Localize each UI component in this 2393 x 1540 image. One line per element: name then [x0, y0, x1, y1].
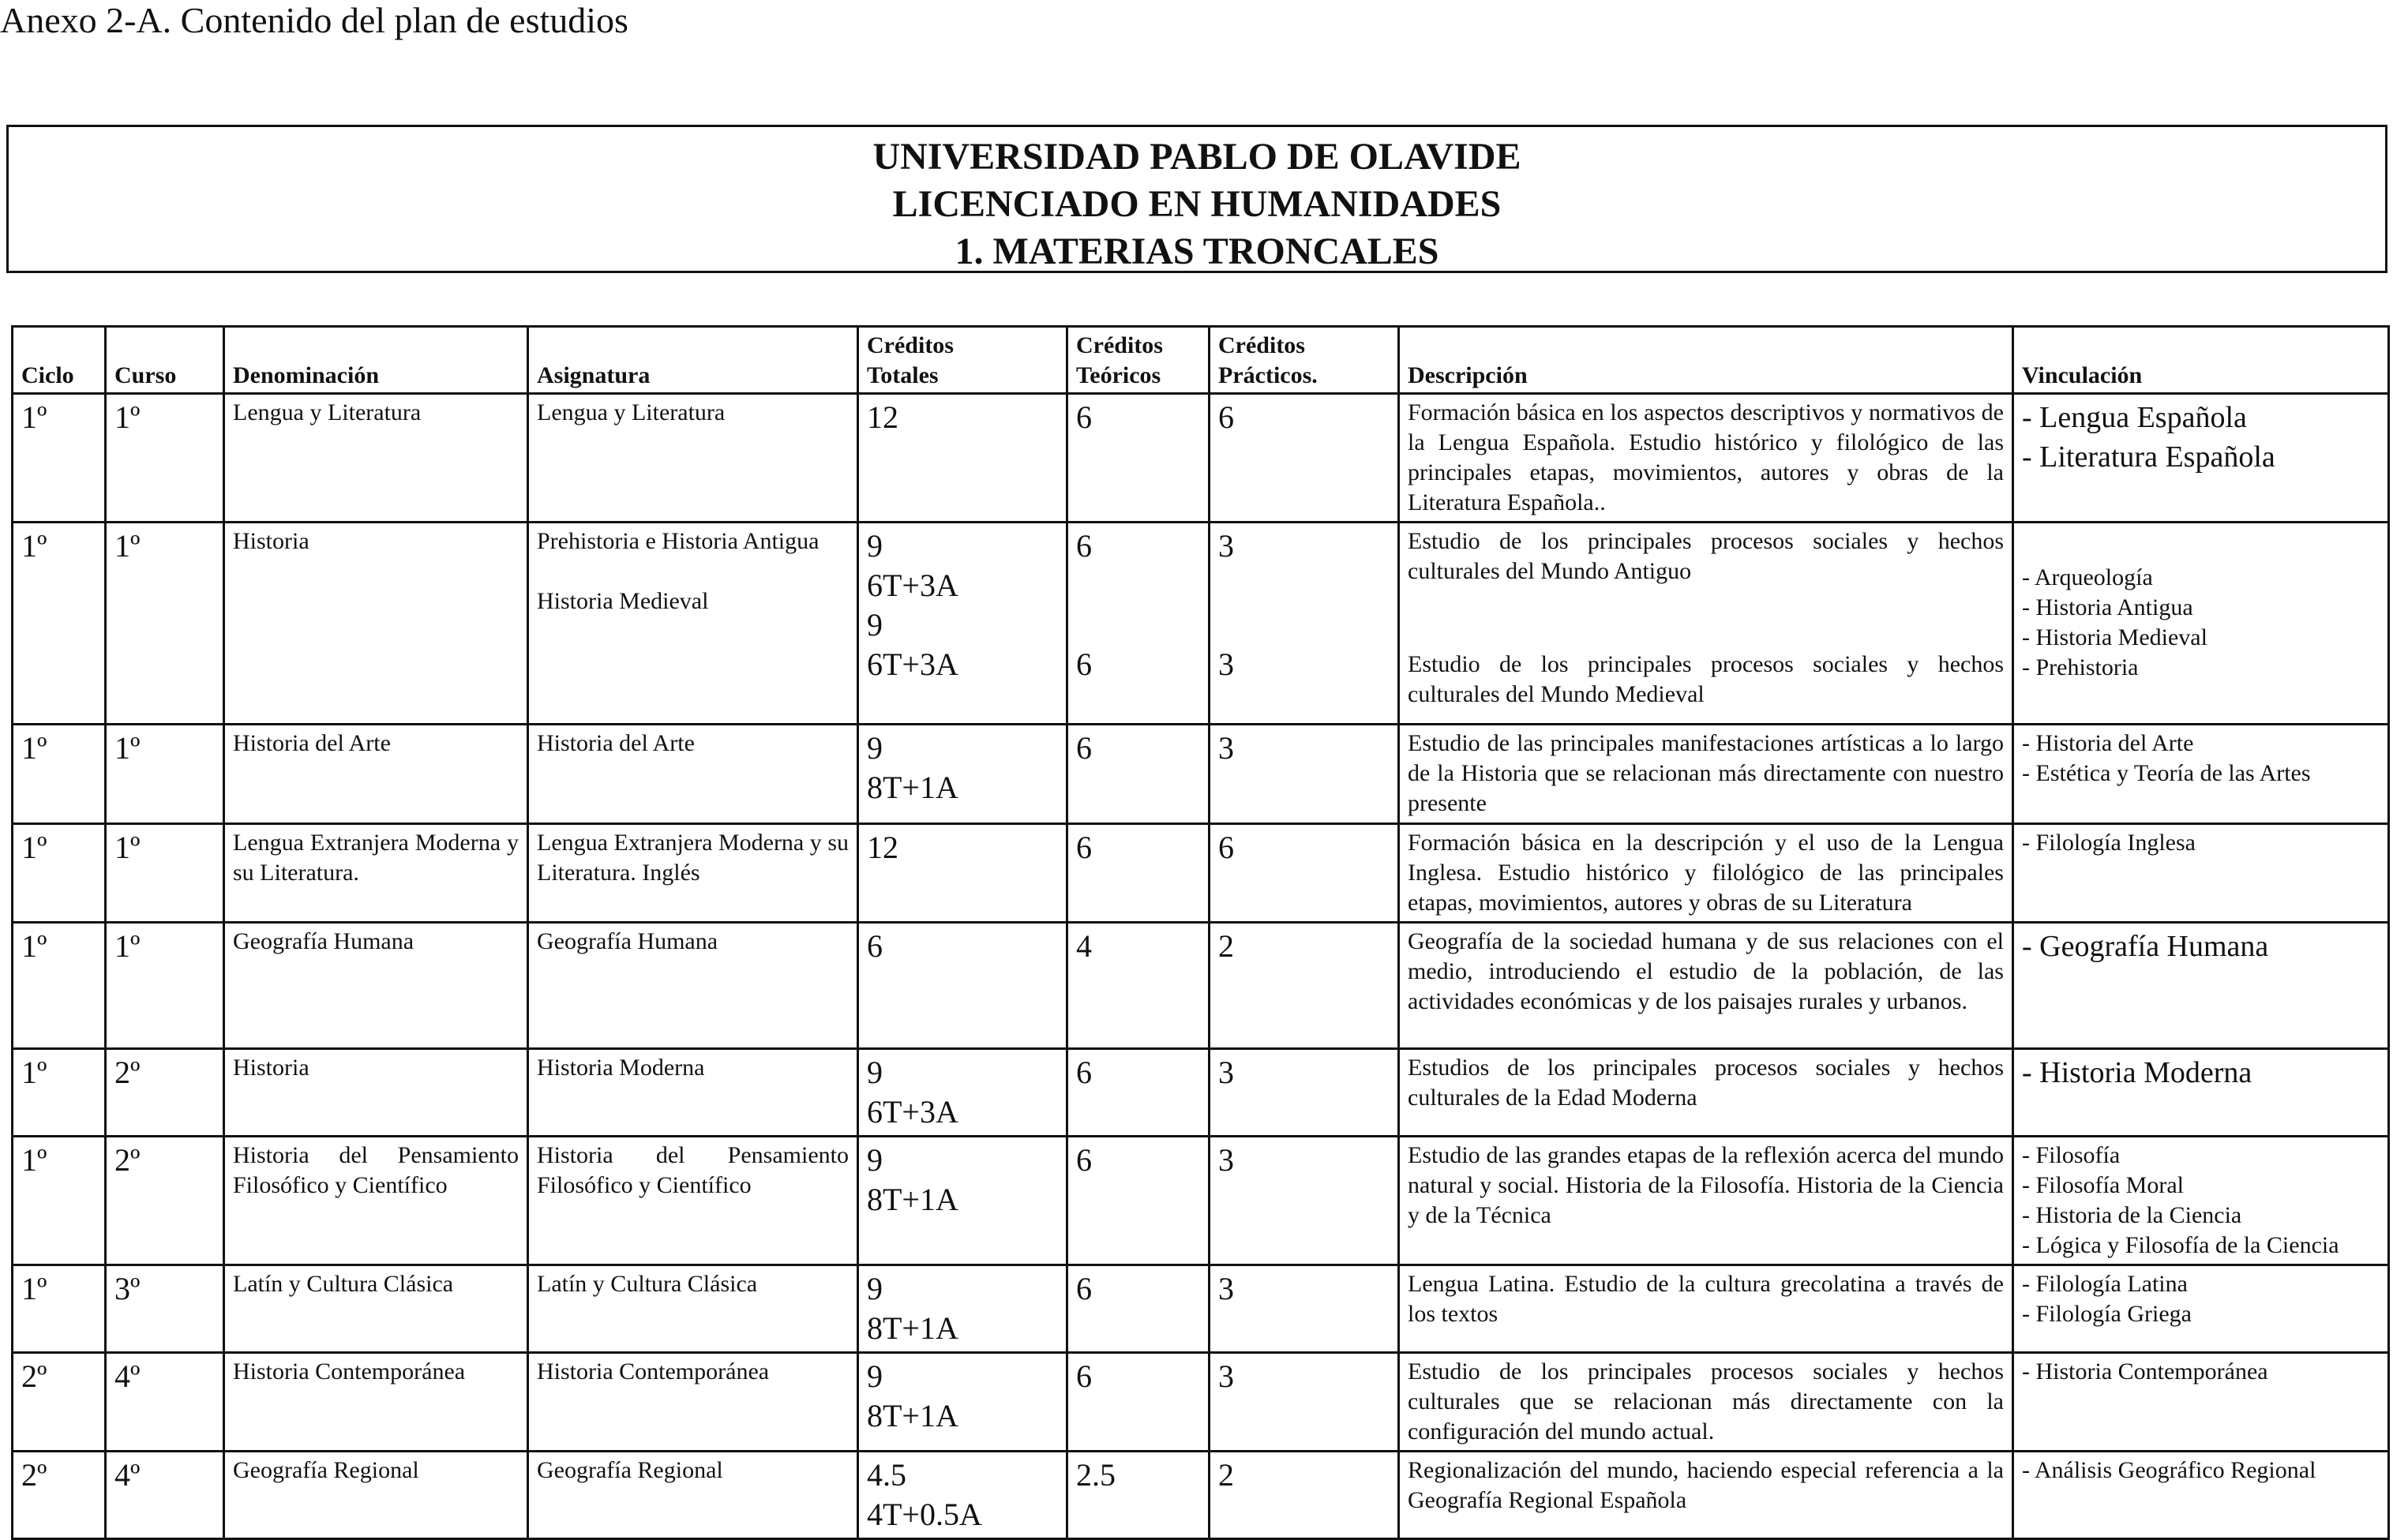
table-row	[13, 1137, 2389, 1265]
denominacion-cell: Historia del Pensamiento Filosófico y Científico	[224, 1137, 528, 1265]
table-row	[13, 1265, 2389, 1353]
document-header	[6, 125, 2387, 273]
credit-value: 9	[867, 1271, 883, 1306]
vinculacion-item: - Estética y Teoría de las Artes	[2022, 760, 2311, 786]
col-creditos-practicos-l2: Prácticos.	[1218, 362, 1318, 388]
creditos-practicos-cell: 3	[1210, 1353, 1399, 1452]
descripcion-cell: Estudio de las grandes etapas de la reflexión acerca del mundo natural y social. Historia de la Filosofía. Historia de la Ciencia y de la Técnica	[1399, 1137, 2013, 1265]
descripcion-cell: Estudio de las principales manifestaciones artísticas a lo largo de la Historia que se relacionan más directamente con nuestro presente	[1399, 725, 2013, 824]
creditos-teoricos-cell: 6	[1067, 725, 1210, 824]
denominacion-cell: Lengua Extranjera Moderna y su Literatura.	[224, 824, 528, 923]
vinculacion-cell	[2013, 1049, 2389, 1137]
vinculacion-cell	[2013, 1265, 2389, 1353]
vinculacion-item: - Filología Griega	[2022, 1301, 2192, 1327]
descripcion-cell: Lengua Latina. Estudio de la cultura grecolatina a través de los textos	[1399, 1265, 2013, 1353]
credit-value: 9	[867, 1142, 883, 1178]
vinculacion-cell	[2013, 1452, 2389, 1539]
credit-value: 9	[867, 528, 883, 564]
col-creditos-teoricos	[1067, 327, 1210, 394]
descripcion-cell: Formación básica en la descripción y el uso de la Lengua Inglesa. Estudio histórico y filológico de las principales etapas, movimientos, autores y obras de su Literatura	[1399, 824, 2013, 923]
denominacion-cell: Latín y Cultura Clásica	[224, 1265, 528, 1353]
creditos-totales-cell	[858, 1265, 1067, 1353]
asignatura-cell	[528, 523, 858, 725]
ciclo-cell: 1º	[13, 1049, 106, 1137]
asignatura-cell: Geografía Regional	[528, 1452, 858, 1539]
col-descripcion: Descripción	[1399, 327, 2013, 394]
credit-value: 4.5	[867, 1457, 906, 1493]
descripcion-cell: Geografía de la sociedad humana y de sus relaciones con el medio, introduciendo el estudio de la población, de las actividades económicas y de los paisajes rurales y urbanos.	[1399, 923, 2013, 1049]
table-row	[13, 1452, 2389, 1539]
ciclo-cell: 1º	[13, 523, 106, 725]
asignatura-cell: Geografía Humana	[528, 923, 858, 1049]
descripcion-item: Estudio de los principales procesos sociales y hechos culturales del Mundo Antiguo	[1408, 528, 2004, 584]
vinculacion-item: - Historia Contemporánea	[2022, 1358, 2268, 1385]
table-row	[13, 725, 2389, 824]
creditos-teoricos-cell	[1067, 523, 1210, 725]
col-creditos-teoricos-l1: Créditos	[1076, 332, 1163, 358]
creditos-totales-cell: 12	[858, 394, 1067, 523]
university-name: UNIVERSIDAD PABLO DE OLAVIDE	[872, 136, 1521, 178]
creditos-teoricos-cell: 4	[1067, 923, 1210, 1049]
credit-split: 6T+3A	[867, 1094, 958, 1130]
vinculacion-item: - Prehistoria	[2022, 654, 2139, 680]
creditos-practicos-cell: 2	[1210, 923, 1399, 1049]
credit-split: 8T+1A	[867, 1182, 958, 1217]
creditos-totales-cell	[858, 523, 1067, 725]
creditos-practicos-cell: 6	[1210, 824, 1399, 923]
table-row	[13, 824, 2389, 923]
vinculacion-item: - Literatura Española	[2022, 440, 2275, 474]
credit-value: 3	[1218, 528, 1234, 564]
vinculacion-item: - Geografía Humana	[2022, 930, 2269, 963]
curso-cell: 2º	[106, 1049, 224, 1137]
asignatura-item: Prehistoria e Historia Antigua	[537, 528, 820, 554]
curso-cell: 2º	[106, 1137, 224, 1265]
ciclo-cell: 1º	[13, 1137, 106, 1265]
vinculacion-item: - Lógica y Filosofía de la Ciencia	[2022, 1232, 2339, 1258]
denominacion-cell: Geografía Humana	[224, 923, 528, 1049]
denominacion-cell: Historia	[224, 1049, 528, 1137]
col-vinculacion: Vinculación	[2013, 327, 2389, 394]
creditos-teoricos-cell: 2.5	[1067, 1452, 1210, 1539]
creditos-totales-cell	[858, 725, 1067, 824]
curso-cell: 4º	[106, 1353, 224, 1452]
col-creditos-totales-l1: Créditos	[867, 332, 954, 358]
ciclo-cell: 1º	[13, 1265, 106, 1353]
vinculacion-cell	[2013, 725, 2389, 824]
ciclo-cell: 1º	[13, 923, 106, 1049]
creditos-totales-cell	[858, 1353, 1067, 1452]
table-row	[13, 394, 2389, 523]
descripcion-cell	[1399, 523, 2013, 725]
vinculacion-item: - Filosofía Moral	[2022, 1172, 2184, 1198]
table-row	[13, 523, 2389, 725]
asignatura-cell: Historia del Pensamiento Filosófico y Científico	[528, 1137, 858, 1265]
descripcion-cell: Regionalización del mundo, haciendo especial referencia a la Geografía Regional Española	[1399, 1452, 2013, 1539]
descripcion-item: Estudio de los principales procesos sociales y hechos culturales del Mundo Medieval	[1408, 651, 2004, 707]
denominacion-cell: Lengua y Literatura	[224, 394, 528, 523]
credit-value: 6	[1076, 646, 1092, 682]
asignatura-item: Historia Medieval	[537, 588, 709, 614]
credit-split: 6T+3A	[867, 568, 958, 603]
creditos-totales-cell: 6	[858, 923, 1067, 1049]
curso-cell: 1º	[106, 394, 224, 523]
creditos-teoricos-cell: 6	[1067, 1353, 1210, 1452]
credit-split: 8T+1A	[867, 1398, 958, 1433]
asignatura-cell: Historia Contemporánea	[528, 1353, 858, 1452]
vinculacion-item: - Arqueología	[2022, 564, 2153, 590]
denominacion-cell: Historia	[224, 523, 528, 725]
table-header-row	[13, 327, 2389, 394]
creditos-practicos-cell: 3	[1210, 725, 1399, 824]
col-creditos-practicos	[1210, 327, 1399, 394]
table-row	[13, 1353, 2389, 1452]
asignatura-cell: Historia del Arte	[528, 725, 858, 824]
credit-value: 6	[1076, 528, 1092, 564]
ciclo-cell: 1º	[13, 394, 106, 523]
vinculacion-cell	[2013, 1137, 2389, 1265]
creditos-teoricos-cell: 6	[1067, 1049, 1210, 1137]
table-row	[13, 923, 2389, 1049]
denominacion-cell: Geografía Regional	[224, 1452, 528, 1539]
creditos-practicos-cell: 3	[1210, 1049, 1399, 1137]
credit-split: 8T+1A	[867, 1310, 958, 1346]
vinculacion-cell	[2013, 523, 2389, 725]
vinculacion-item: - Lengua Española	[2022, 401, 2247, 434]
descripcion-cell: Estudios de los principales procesos sociales y hechos culturales de la Edad Moderna	[1399, 1049, 2013, 1137]
vinculacion-cell	[2013, 1353, 2389, 1452]
creditos-teoricos-cell: 6	[1067, 1137, 1210, 1265]
ciclo-cell: 2º	[13, 1452, 106, 1539]
vinculacion-item: - Historia Moderna	[2022, 1056, 2252, 1089]
vinculacion-item: - Historia Antigua	[2022, 594, 2193, 620]
annex-title: Anexo 2-A. Contenido del plan de estudios	[0, 0, 628, 40]
curso-cell: 4º	[106, 1452, 224, 1539]
creditos-teoricos-cell: 6	[1067, 394, 1210, 523]
curso-cell: 3º	[106, 1265, 224, 1353]
col-ciclo: Ciclo	[13, 327, 106, 394]
ciclo-cell: 2º	[13, 1353, 106, 1452]
ciclo-cell: 1º	[13, 824, 106, 923]
curso-cell: 1º	[106, 725, 224, 824]
ciclo-cell: 1º	[13, 725, 106, 824]
descripcion-cell: Estudio de los principales procesos sociales y hechos culturales que se relacionan más directamente con la configuración del mundo actual.	[1399, 1353, 2013, 1452]
section-title: 1. MATERIAS TRONCALES	[955, 230, 1439, 272]
col-creditos-totales	[858, 327, 1067, 394]
creditos-teoricos-cell: 6	[1067, 824, 1210, 923]
creditos-practicos-cell: 3	[1210, 1265, 1399, 1353]
creditos-practicos-cell: 2	[1210, 1452, 1399, 1539]
col-denominacion: Denominación	[224, 327, 528, 394]
creditos-practicos-cell: 3	[1210, 1137, 1399, 1265]
table-row	[13, 1049, 2389, 1137]
credit-value: 3	[1218, 646, 1234, 682]
study-plan-table	[11, 325, 2390, 1540]
creditos-totales-cell	[858, 1049, 1067, 1137]
credit-value: 9	[867, 1055, 883, 1090]
vinculacion-cell	[2013, 824, 2389, 923]
asignatura-cell: Historia Moderna	[528, 1049, 858, 1137]
asignatura-cell: Lengua Extranjera Moderna y su Literatura. Inglés	[528, 824, 858, 923]
denominacion-cell: Historia Contemporánea	[224, 1353, 528, 1452]
vinculacion-item: - Análisis Geográfico Regional	[2022, 1457, 2316, 1483]
vinculacion-item: - Filología Inglesa	[2022, 830, 2196, 856]
vinculacion-cell	[2013, 394, 2389, 523]
curso-cell: 1º	[106, 523, 224, 725]
creditos-totales-cell	[858, 1452, 1067, 1539]
credit-split: 4T+0.5A	[867, 1497, 982, 1532]
credit-value: 9	[867, 1358, 883, 1394]
denominacion-cell: Historia del Arte	[224, 725, 528, 824]
col-creditos-teoricos-l2: Teóricos	[1076, 362, 1161, 388]
credit-split: 6T+3A	[867, 646, 958, 682]
creditos-practicos-cell	[1210, 523, 1399, 725]
creditos-totales-cell: 12	[858, 824, 1067, 923]
creditos-practicos-cell: 6	[1210, 394, 1399, 523]
credit-value: 9	[867, 730, 883, 766]
degree-name: LICENCIADO EN HUMANIDADES	[892, 183, 1502, 225]
vinculacion-item: - Historia del Arte	[2022, 730, 2194, 756]
credit-value: 9	[867, 607, 883, 643]
col-creditos-totales-l2: Totales	[867, 362, 939, 388]
col-asignatura: Asignatura	[528, 327, 858, 394]
vinculacion-item: - Historia de la Ciencia	[2022, 1202, 2242, 1228]
vinculacion-item: - Filología Latina	[2022, 1271, 2188, 1297]
creditos-totales-cell	[858, 1137, 1067, 1265]
vinculacion-item: - Filosofía	[2022, 1142, 2121, 1168]
descripcion-cell: Formación básica en los aspectos descriptivos y normativos de la Lengua Española. Estudio histórico y filológico de las principales etapas, movimientos, autores y obras de la Literatura Española..	[1399, 394, 2013, 523]
creditos-teoricos-cell: 6	[1067, 1265, 1210, 1353]
curso-cell: 1º	[106, 824, 224, 923]
col-creditos-practicos-l1: Créditos	[1218, 332, 1305, 358]
vinculacion-cell	[2013, 923, 2389, 1049]
credit-split: 8T+1A	[867, 770, 958, 805]
col-curso: Curso	[106, 327, 224, 394]
vinculacion-item: - Historia Medieval	[2022, 624, 2207, 650]
asignatura-cell: Latín y Cultura Clásica	[528, 1265, 858, 1353]
curso-cell: 1º	[106, 923, 224, 1049]
asignatura-cell: Lengua y Literatura	[528, 394, 858, 523]
